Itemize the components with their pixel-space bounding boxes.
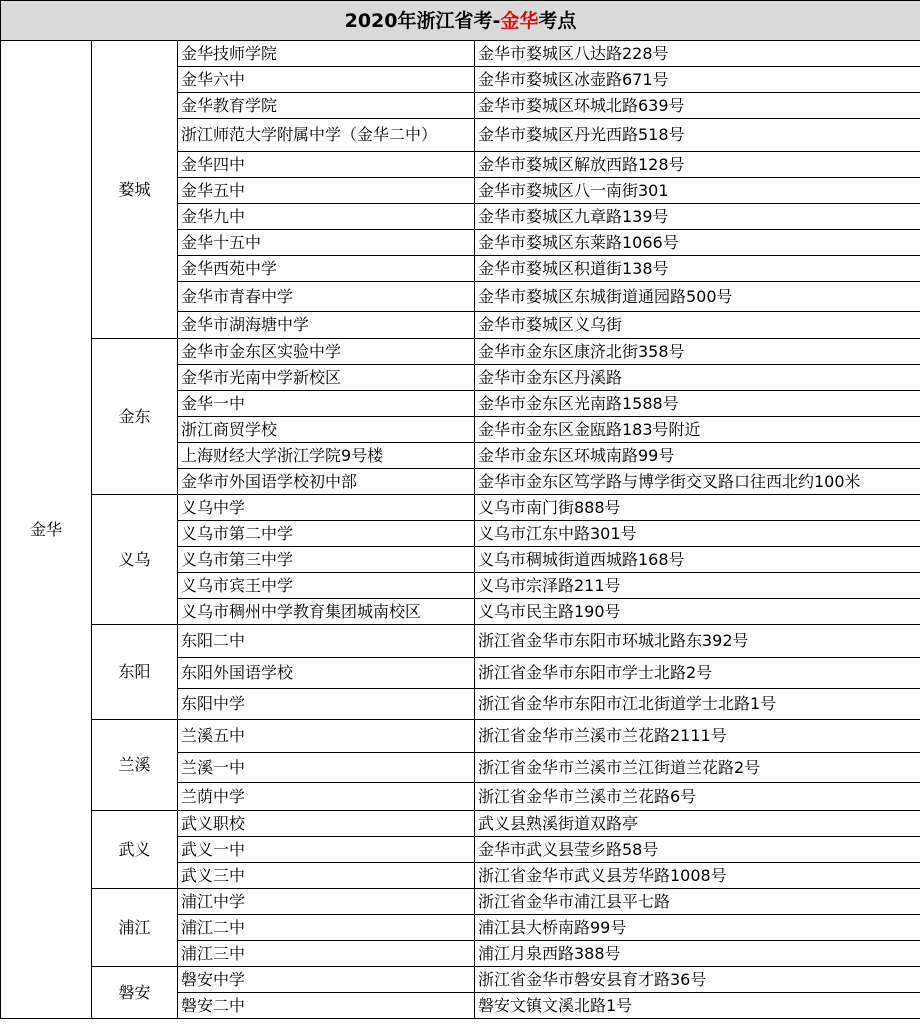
address-cell: 金华市婺城区丹光西路518号: [475, 119, 920, 152]
district-cell: 磐安: [92, 967, 178, 1019]
table-row: [1, 339, 920, 365]
table-row: [1, 495, 920, 521]
school-name-cell: 浦江三中: [178, 941, 475, 967]
address-cell: 浙江省金华市东阳市江北街道学士北路1号: [475, 689, 920, 720]
school-name-cell: 金华市外国语学校初中部: [178, 469, 475, 495]
address-cell: 浙江省金华市武义县芳华路1008号: [475, 863, 920, 889]
address-cell: 浦江县大桥南路99号: [475, 915, 920, 941]
table-row: [1, 625, 920, 658]
address-cell: 金华市婺城区东莱路1066号: [475, 230, 920, 256]
district-cell: 兰溪: [92, 720, 178, 811]
district-cell: 婺城: [92, 41, 178, 339]
table-row: [1, 720, 920, 753]
school-name-cell: 金华一中: [178, 391, 475, 417]
school-name-cell: 义乌市稠州中学教育集团城南校区: [178, 599, 475, 625]
school-name-cell: 东阳中学: [178, 689, 475, 720]
address-cell: 金华市婺城区环城北路639号: [475, 93, 920, 119]
district-cell: 武义: [92, 811, 178, 889]
school-name-cell: 金华西苑中学: [178, 256, 475, 282]
school-name-cell: 金华五中: [178, 178, 475, 204]
school-name-cell: 兰溪五中: [178, 720, 475, 753]
address-cell: 浙江省金华市兰溪市兰花路6号: [475, 783, 920, 811]
school-name-cell: 义乌市宾王中学: [178, 573, 475, 599]
school-name-cell: 义乌中学: [178, 495, 475, 521]
school-name-cell: 武义三中: [178, 863, 475, 889]
address-cell: 义乌市南门街888号: [475, 495, 920, 521]
address-cell: 金华市婺城区东城街道通园路500号: [475, 282, 920, 312]
school-name-cell: 磐安二中: [178, 993, 475, 1019]
school-name-cell: 金华四中: [178, 152, 475, 178]
address-cell: 义乌市宗泽路211号: [475, 573, 920, 599]
address-cell: 金华市婺城区九章路139号: [475, 204, 920, 230]
school-name-cell: 金华教育学院: [178, 93, 475, 119]
school-name-cell: 上海财经大学浙江学院9号楼: [178, 443, 475, 469]
address-cell: 金华市婺城区积道街138号: [475, 256, 920, 282]
table-row: [1, 41, 920, 67]
school-name-cell: 金华十五中: [178, 230, 475, 256]
school-name-cell: 浦江中学: [178, 889, 475, 915]
table-row: [1, 967, 920, 993]
address-cell: 义乌市江东中路301号: [475, 521, 920, 547]
district-cell: 金东: [92, 339, 178, 495]
school-name-cell: 武义一中: [178, 837, 475, 863]
school-name-cell: 兰溪一中: [178, 753, 475, 783]
school-name-cell: 金华技师学院: [178, 41, 475, 67]
school-name-cell: 浦江二中: [178, 915, 475, 941]
title-prefix: 2020年浙江省考-: [344, 9, 501, 32]
address-cell: 金华市婺城区八达路228号: [475, 41, 920, 67]
school-name-cell: 金华市金东区实验中学: [178, 339, 475, 365]
address-cell: 浙江省金华市兰溪市兰花路2111号: [475, 720, 920, 753]
address-cell: 义乌市民主路190号: [475, 599, 920, 625]
address-cell: 浙江省金华市磐安县育才路36号: [475, 967, 920, 993]
address-cell: 金华市金东区笃学路与博学街交叉路口往西北约100米: [475, 469, 920, 495]
school-name-cell: 武义职校: [178, 811, 475, 837]
table-row: [1, 889, 920, 915]
school-name-cell: 义乌市第二中学: [178, 521, 475, 547]
school-name-cell: 金华九中: [178, 204, 475, 230]
address-cell: 浙江省金华市东阳市学士北路2号: [475, 658, 920, 689]
address-cell: 金华市金东区丹溪路: [475, 365, 920, 391]
address-cell: 金华市婺城区解放西路128号: [475, 152, 920, 178]
address-cell: 义乌市稠城街道西城路168号: [475, 547, 920, 573]
address-cell: 浙江省金华市东阳市环城北路东392号: [475, 625, 920, 658]
address-cell: 金华市金东区光南路1588号: [475, 391, 920, 417]
school-name-cell: 金华市青春中学: [178, 282, 475, 312]
page-title: [1, 1, 920, 41]
table-row: [1, 811, 920, 837]
school-name-cell: 金华市光南中学新校区: [178, 365, 475, 391]
address-cell: 金华市金东区金瓯路183号附近: [475, 417, 920, 443]
address-cell: 磐安文镇文溪北路1号: [475, 993, 920, 1019]
title-highlight: 金华: [500, 9, 539, 32]
title-suffix: 考点: [538, 9, 577, 32]
district-cell: 浦江: [92, 889, 178, 967]
school-name-cell: 兰荫中学: [178, 783, 475, 811]
city-cell: 金华: [1, 41, 92, 1019]
school-name-cell: 浙江商贸学校: [178, 417, 475, 443]
district-cell: 义乌: [92, 495, 178, 625]
address-cell: 金华市武义县莹乡路58号: [475, 837, 920, 863]
title-row: [1, 1, 920, 41]
district-cell: 东阳: [92, 625, 178, 720]
school-name-cell: 浙江师范大学附属中学（金华二中）: [178, 119, 475, 152]
school-name-cell: 金华市湖海塘中学: [178, 312, 475, 339]
address-cell: 金华市金东区康济北街358号: [475, 339, 920, 365]
school-name-cell: 金华六中: [178, 67, 475, 93]
school-name-cell: 东阳外国语学校: [178, 658, 475, 689]
school-name-cell: 磐安中学: [178, 967, 475, 993]
school-name-cell: 东阳二中: [178, 625, 475, 658]
school-name-cell: 义乌市第三中学: [178, 547, 475, 573]
address-cell: 浦江月泉西路388号: [475, 941, 920, 967]
address-cell: 浙江省金华市兰溪市兰江街道兰花路2号: [475, 753, 920, 783]
address-cell: 金华市婺城区冰壶路671号: [475, 67, 920, 93]
address-cell: 浙江省金华市浦江县平七路: [475, 889, 920, 915]
address-cell: 金华市婺城区义乌街: [475, 312, 920, 339]
address-cell: 武义县熟溪街道双路亭: [475, 811, 920, 837]
address-cell: 金华市金东区环城南路99号: [475, 443, 920, 469]
address-cell: 金华市婺城区八一南街301: [475, 178, 920, 204]
